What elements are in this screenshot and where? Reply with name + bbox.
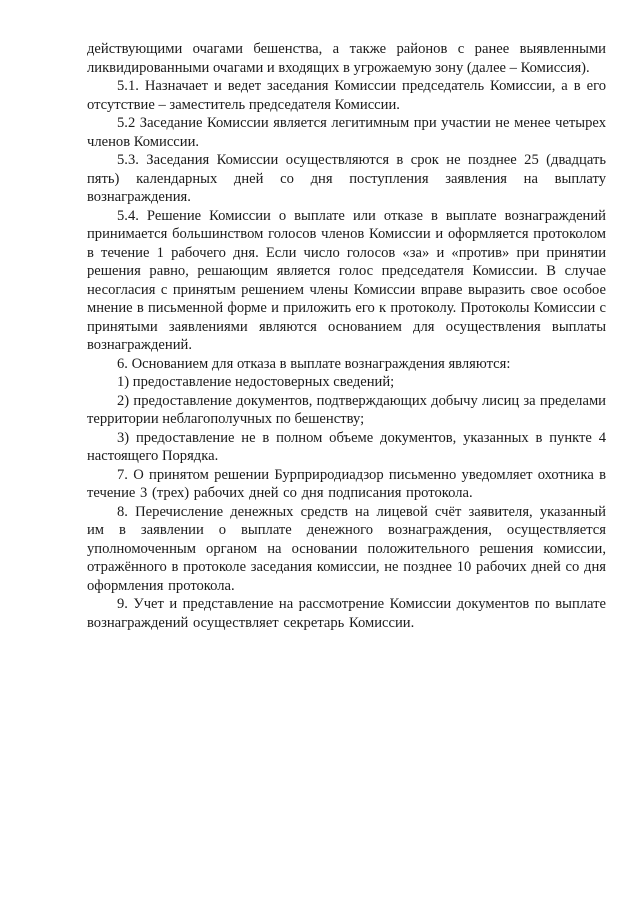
- paragraph-continuation: действующими очагами бешенства, а также районов с ранее выявленными ликвидированными очагами и входящих в угрожаемую зону (далее – Комиссия).: [87, 41, 606, 76]
- document-page: [87, 40, 606, 632]
- paragraph-6: 6. Основанием для отказа в выплате вознаграждения являются:: [117, 355, 511, 372]
- paragraph-7: 7. О принятом решении Бурприродиадзор письменно уведомляет охотника в течение 3 (трех) рабочих дней со дня подписания протокола.: [87, 466, 606, 501]
- paragraph-9: 9. Учет и представление на рассмотрение Комиссии документов по выплате вознаграждений осуществляет секретарь Комиссии.: [87, 596, 606, 631]
- paragraph-8: 8. Перечисление денежных средств на лицевой счёт заявителя, указанный им в заявлении о выплате денежного вознаграждения, осуществляется уполномоченным органом на основании положительного решения комиссии, отражённого в протоколе заседания комиссии, не позднее 10 рабочих дней со дня оформления протокола.: [87, 503, 606, 594]
- paragraph-5-3: 5.3. Заседания Комиссии осуществляются в срок не позднее 25 (двадцать пять) календарных дней со дня поступления заявления на выплату вознаграждения.: [87, 152, 606, 205]
- list-item-6-2: 2) предоставление документов, подтверждающих добычу лисиц за пределами территории неблагополучных по бешенству;: [87, 392, 606, 427]
- paragraph-5-4: 5.4. Решение Комиссии о выплате или отказе в выплате вознаграждений принимается большинством голосов членов Комиссии и оформляется протоколом в течение 1 рабочего дня. Если число голосов «за» и «против» при принятии решения равно, решающим является голос председателя Комиссии. В случае несогласия с принятым решением члены Комиссии вправе выразить свое особое мнение в письменной форме и приложить его к протоколу. Протоколы Комиссии с принятыми заявлениями являются основанием для осуществления выплаты вознаграждений.: [87, 207, 606, 353]
- list-item-6-1: 1) предоставление недостоверных сведений;: [117, 374, 395, 390]
- list-item-6-3: 3) предоставление не в полном объеме документов, указанных в пункте 4 настоящего Порядка.: [87, 429, 606, 464]
- paragraph-5-1: 5.1. Назначает и ведет заседания Комиссии председатель Комиссии, а в его отсутствие – заместитель председателя Комиссии.: [87, 78, 606, 113]
- paragraph-5-2: 5.2 Заседание Комиссии является легитимным при участии не менее четырех членов Комиссии.: [87, 115, 606, 150]
